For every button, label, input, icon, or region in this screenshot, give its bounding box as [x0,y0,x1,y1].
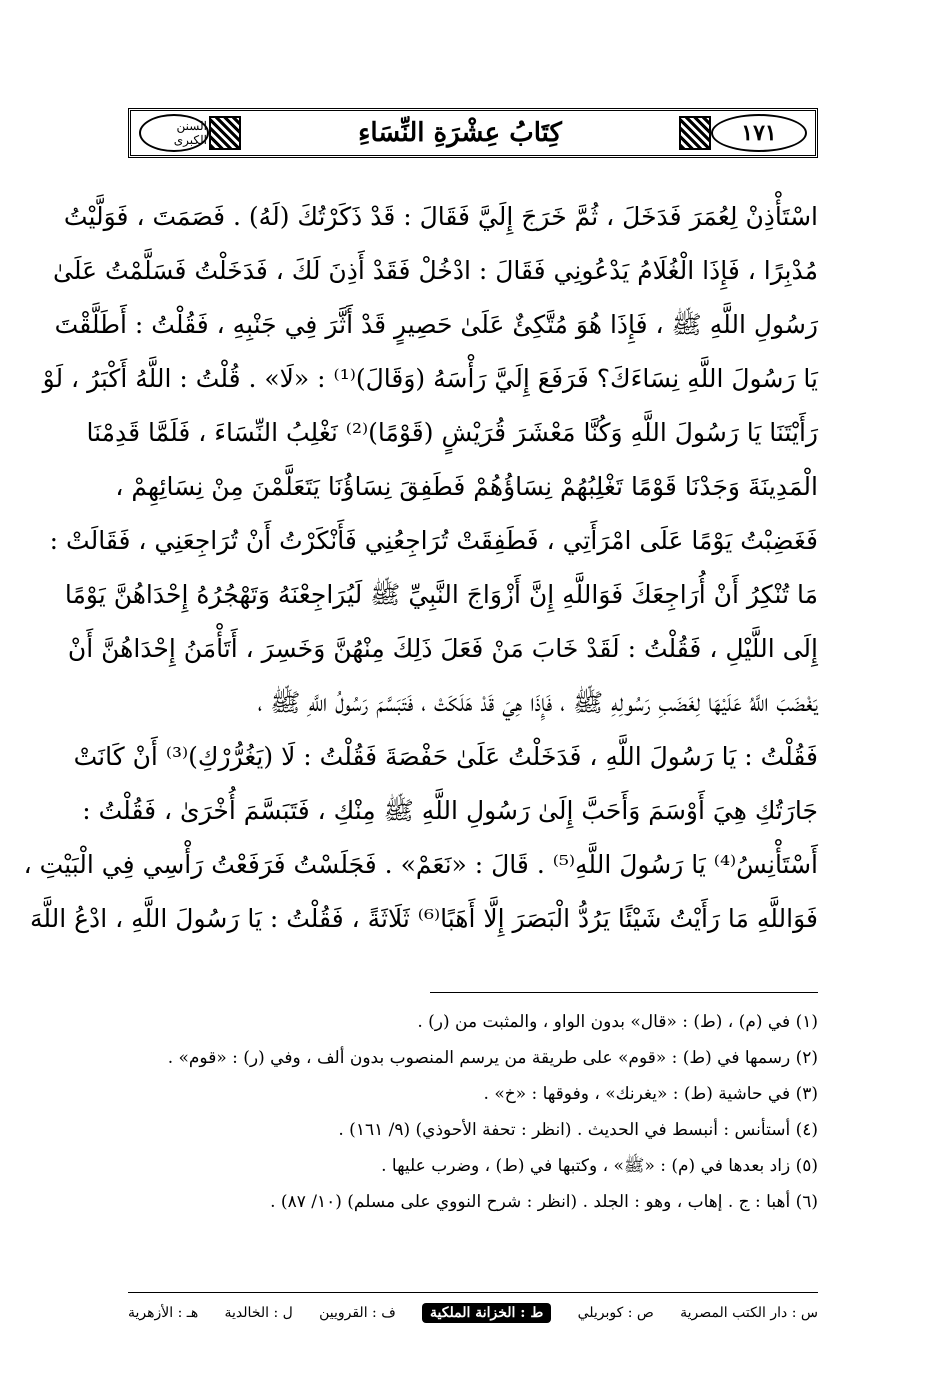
footnotes [128,1004,818,1220]
text-line: الْمَدِينَةَ وَجَدْنَا قَوْمًا تَغْلِبُهُمْ نِسَاؤُهُمْ فَطَفِقَ نِسَاؤُنَا يَتَعَلَّمْنَ مِنْ نِسَائِهِمْ ، [115,472,818,501]
main-text [23,190,818,946]
text-line: اسْتَأْذِنْ لِعُمَرَ فَدَخَلَ ، ثُمَّ خَرَجَ إِلَيَّ فَقَالَ : قَدْ ذَكَرْتُكَ (لَهُ) . فَصَمَتَ ، فَوَلَّيْتُ [63,202,818,231]
text-line: يَغْضَبَ اللَّهُ عَلَيْهَا لِغَضَبِ رَسُولِهِ ﷺ ، فَإِذَا هِيَ قَدْ هَلَكَتْ ، فَتَبَسَّمَ رَسُولُ اللَّهِ ﷺ ، [257,688,818,717]
page-header [128,108,818,158]
ornament-right [679,116,711,150]
text-line: رَأَيْتَنَا يَا رَسُولَ اللَّهِ وَكُنَّا مَعْشَرَ قُرَيْشٍ (قَوْمًا)⁽²⁾ نَغْلِبُ النِّسَاءَ ، فَلَمَّا قَدِمْنَا [86,418,818,447]
text-line: إِلَى اللَّيْلِ ، فَقُلْتُ : لَقَدْ خَابَ مَنْ فَعَلَ ذَلِكَ مِنْهُنَّ وَخَسِرَ ، أَتَأْمَنُ إِحْدَاهُنَّ أَنْ [67,634,818,663]
text-line: مَا تُنْكِرُ أَنْ أُرَاجِعَكَ فَوَاللَّهِ إِنَّ أَزْوَاجَ النَّبِيِّ ﷺ لَيُرَاجِعْنَهُ وَتَهْجُرُهُ إِحْدَاهُنَّ يَوْمًا [64,580,818,609]
footer-separator [128,1292,818,1293]
text-line: مُدْبِرًا ، فَإِذَا الْغُلَامُ يَدْعُونِي فَقَالَ : ادْخُلْ فَقَدْ أَذِنَ لَكَ ، فَدَخَلْتُ فَسَلَّمْتُ عَلَىٰ [52,256,818,285]
footnote: (٦) أهبا : ج . إهاب ، وهو : الجلد . (انظر : شرح النووي على مسلم) (١٠/ ٨٧) . [270,1192,818,1212]
ornament-left [209,116,241,150]
source-label: ف : القرويين [319,1305,396,1321]
footnote-separator [430,992,818,993]
footnote: (٥) زاد بعدها في (م) : «ﷺ» ، وكتبها في (ط) ، وضرب عليها . [381,1156,818,1176]
page-number: ١٧١ [711,114,807,152]
text-line: رَسُولِ اللَّهِ ﷺ ، فَإِذَا هُوَ مُتَّكِئٌ عَلَىٰ حَصِيرٍ قَدْ أَثَّرَ فِي جَنْبِهِ ، فَقُلْتُ : أَطَلَّقْتَ [54,310,818,339]
text-line: يَا رَسُولَ اللَّهِ نِسَاءَكَ؟ فَرَفَعَ إِلَيَّ رَأْسَهُ (وَقَالَ)⁽¹⁾ : «لَا» . قُلْتُ : اللَّهُ أَكْبَرُ ، لَوْ [42,364,818,393]
text-line: جَارَتُكِ هِيَ أَوْسَمَ وَأَحَبَّ إِلَىٰ رَسُولِ اللَّهِ ﷺ مِنْكِ ، فَتَبَسَّمَ أُخْرَىٰ ، فَقُلْتُ : [82,796,818,825]
source-label: س : دار الكتب المصرية [680,1305,818,1321]
footnote: (٤) أستأنس : أنبسط في الحديث . (انظر : تحفة الأحوذي) (٩/ ١٦١) . [338,1120,818,1140]
manuscript-sources [128,1298,818,1328]
chapter-title: كِتَابُ عِشْرَةِ النِّسَاءِ [358,118,562,148]
text-line: فَقُلْتُ : يَا رَسُولَ اللَّهِ ، فَدَخَلْتُ عَلَىٰ حَفْصَةَ فَقُلْتُ : لَا (يَغُرُّرْكِ)⁽³⁾ أَنْ كَانَتْ [73,742,818,771]
footnote: (١) في (م) ، (ط) : «قال» بدون الواو ، والمثبت من (ر) . [417,1012,818,1032]
footnote: (٣) في حاشية (ط) : «يغرنك» ، وفوقها : «خ» . [483,1084,818,1104]
source-label: ص : كوبريلي [577,1305,654,1321]
text-line: فَغَضِبْتُ يَوْمًا عَلَى امْرَأَتِي ، فَطَفِقَتْ تُرَاجِعُنِي فَأَنْكَرْتُ أَنْ تُرَاجِعَنِي ، فَقَالَتْ : [49,526,818,555]
source-label: هـ : الأزهرية [128,1305,199,1321]
text-line: أَسْتَأْنِسُ⁽⁴⁾ يَا رَسُولَ اللَّهِ⁽⁵⁾ . قَالَ : «نَعَمْ» . فَجَلَسْتُ فَرَفَعْتُ رَأْسِي فِي الْبَيْتِ ، [23,850,818,879]
text-line: فَوَاللَّهِ مَا رَأَيْتُ شَيْئًا يَرُدُّ الْبَصَرَ إِلَّا أَهَبًا⁽⁶⁾ ثَلَاثَةً ، فَقُلْتُ : يَا رَسُولَ اللَّهِ ، ادْعُ اللَّهَ [29,904,818,933]
source-label: ل : الخالدية [224,1305,293,1321]
series-seal: السنن الكبرى [139,114,209,152]
source-label-highlighted: ط : الخزانة الملكية [422,1303,551,1323]
footnote: (٢) رسمها في (ط) : «قوم» على طريقة من يرسم المنصوب بدون ألف ، وفي (ر) : «قوم» . [167,1048,818,1068]
